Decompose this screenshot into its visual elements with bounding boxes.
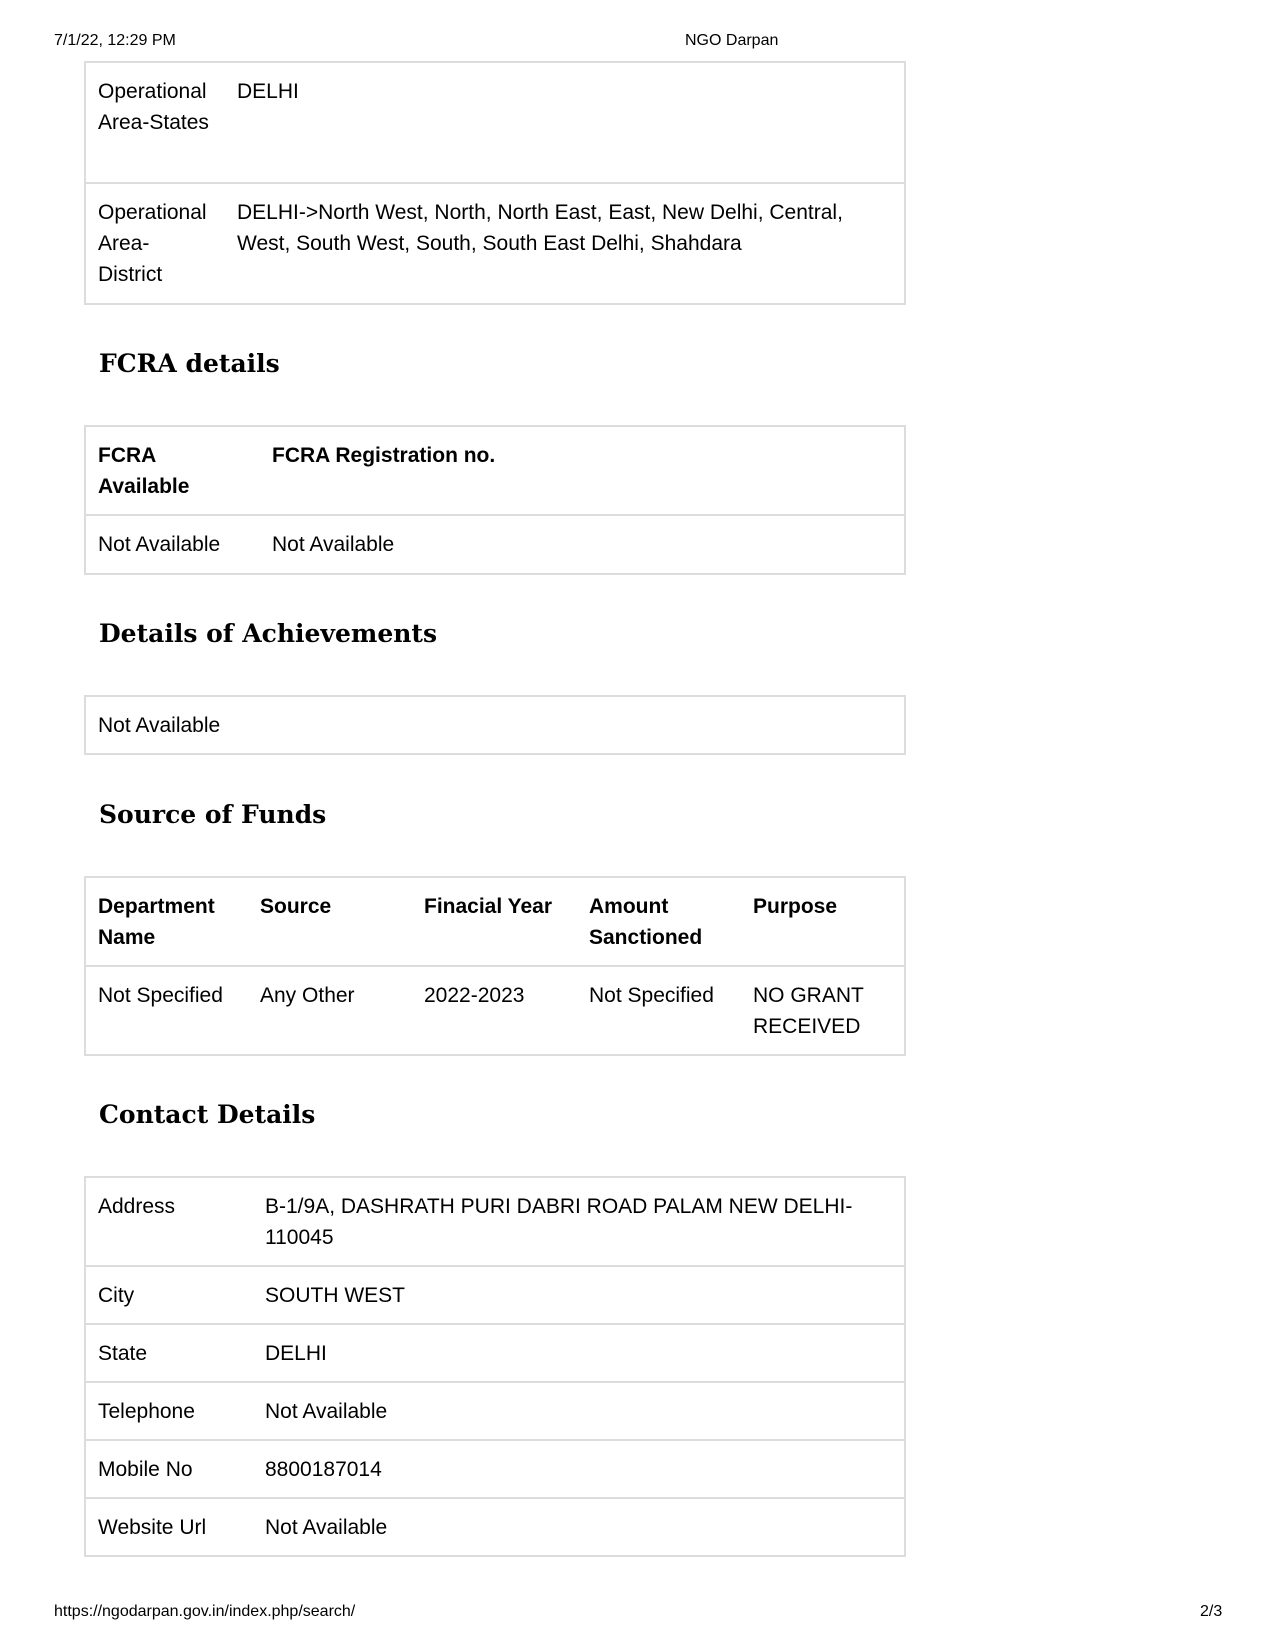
print-url: https://ngodarpan.gov.in/index.php/search/ (54, 1603, 356, 1620)
contact-address-label: Address (98, 1195, 176, 1218)
fcra-registration-value: Not Available (260, 515, 904, 573)
funds-section-title: Source of Funds (99, 800, 327, 829)
contact-telephone-label: Telephone (86, 1382, 253, 1440)
table-header-row (86, 427, 904, 515)
table-row (86, 1266, 904, 1324)
contact-website-label: Website Url (86, 1498, 253, 1555)
contact-state-value: DELHI (253, 1324, 904, 1382)
print-datetime: 7/1/22, 12:29 PM (54, 32, 176, 49)
table-row (86, 697, 904, 753)
contact-telephone-value: Not Available (253, 1382, 904, 1440)
contact-address-value: B-1/9A, DASHRATH PURI DABRI ROAD PALAM NEW DELHI-110045 (265, 1195, 853, 1249)
funds-amount-value: Not Specified (577, 966, 741, 1054)
funds-department-value: Not Specified (86, 966, 248, 1054)
table-row (86, 183, 904, 303)
operational-area-states-label: Operational Area-States (98, 80, 209, 134)
table-row (86, 1178, 904, 1266)
operational-area-district-label: Operational Area-District (86, 183, 225, 303)
funds-purpose-header: Purpose (753, 895, 838, 918)
table-row (86, 515, 904, 573)
operational-area-table (84, 61, 906, 305)
table-row (86, 63, 904, 183)
contact-section-title: Contact Details (99, 1100, 316, 1129)
table-row (86, 966, 904, 1054)
funds-year-header: Finacial Year (424, 895, 553, 918)
operational-area-district-value: DELHI->North West, North, North East, East, New Delhi, Central, West, South West, South, South East Delhi, Shahdara (225, 183, 904, 303)
table-row (86, 1324, 904, 1382)
contact-city-value: SOUTH WEST (253, 1266, 904, 1324)
fcra-registration-header: FCRA Registration no. (272, 444, 496, 467)
print-site-title: NGO Darpan (685, 32, 779, 49)
operational-area-states-value: DELHI (237, 80, 299, 103)
contact-city-label: City (86, 1266, 253, 1324)
print-page-number: 2/3 (1200, 1603, 1223, 1620)
achievements-value: Not Available (98, 714, 221, 737)
funds-source-value: Any Other (248, 966, 412, 1054)
table-row (86, 1382, 904, 1440)
fcra-table (84, 425, 906, 575)
achievements-table (84, 695, 906, 755)
contact-website-value: Not Available (253, 1498, 904, 1555)
contact-mobile-label: Mobile No (86, 1440, 253, 1498)
fcra-available-header: FCRA Available (98, 444, 190, 498)
contact-table (84, 1176, 906, 1557)
table-row (86, 1440, 904, 1498)
table-header-row (86, 878, 904, 966)
funds-source-header: Source (260, 895, 332, 918)
funds-table (84, 876, 906, 1056)
contact-state-label: State (86, 1324, 253, 1382)
fcra-available-value: Not Available (86, 515, 260, 573)
contact-mobile-value: 8800187014 (253, 1440, 904, 1498)
funds-purpose-value: NO GRANT RECEIVED (741, 966, 904, 1054)
table-row (86, 1498, 904, 1555)
achievements-section-title: Details of Achievements (99, 619, 438, 648)
funds-amount-header: Amount Sanctioned (589, 895, 703, 949)
funds-department-header: Department Name (98, 895, 215, 949)
funds-year-value: 2022-2023 (412, 966, 577, 1054)
fcra-section-title: FCRA details (99, 349, 280, 378)
